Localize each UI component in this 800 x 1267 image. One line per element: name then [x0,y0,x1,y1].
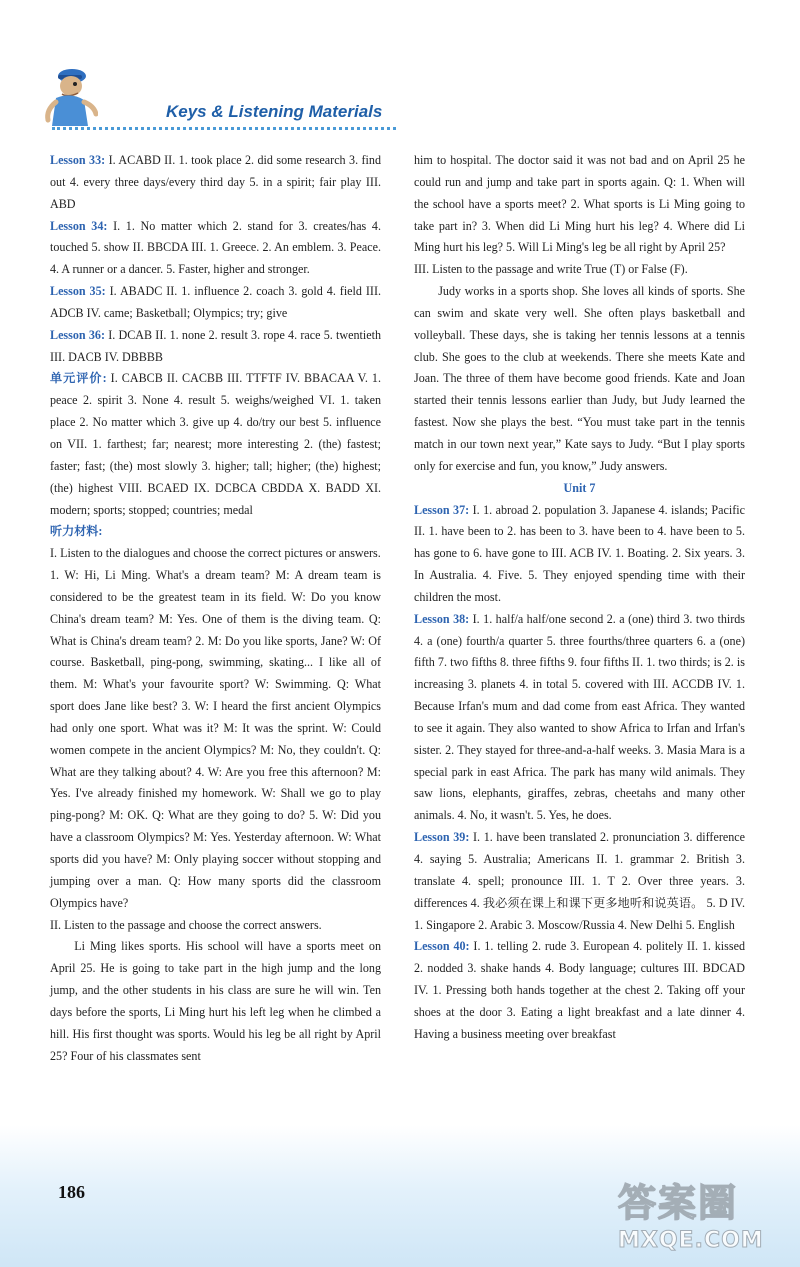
answer-paragraph [50,325,381,369]
answer-text: 1. W: Hi, Li Ming. What's a dream team? M: A dream team is considered to be the greatest team in its field. W: Do you know China's dream team? M: Yes. One of them is the diving team. Q: What is China's dream team? 2. M: Do you like sports, Jane? W: Of course. Basketball, ping-pong, swimming, skating... I like all of them. M: What's your favourite sport? W: Swimming. Q: What sport does Jane like best? 3. W: I heard the first ancient Olympics had only one sport. What was it? M: It was the sprint. W: Could women compete in the ancient Olympics? M: No, they couldn't. Q: What are they talking about? 4. W: Are you free this afternoon? M: Yes. I've already finished my homework. W: Shall we go to play ping-pong? M: OK. Q: What are they going to do? 5. W: Did you have a classroom Olympics? M: Yes. Yesterday afternoon. W: What sports did you have? M: Only playing soccer without stopping and jumping over a man. Q: How many sports did the classroom Olympics have? [50,568,381,910]
answer-text: him to hospital. The doctor said it was not bad and on April 25 he could run and jump and take part in sports again. Q: 1. When will the school have a sports meet? 2. What sports is Li Ming going to take part in? 3. When did Li Ming hurt his leg? 4. Where did Li Ming hurt his leg? 5. Will Li Ming's leg be all right by April 25? [414,153,745,255]
answer-paragraph [50,565,381,915]
answer-paragraph [50,543,381,565]
lesson-label: Lesson 39: [414,830,470,845]
unit-heading: Unit 7 [563,480,596,495]
answer-text: I. 1. abroad 2. population 3. Japanese 4. islands; Pacific II. 1. have been to 2. has been to 3. have been to 4. have been to 5. has gone to 6. have gone to III. ACB IV. 1. Boating. 2. Six years. 3. In Australia. 4. Five. 5. They enjoyed spending time with their children the most. [414,502,746,604]
answer-text: I. 1. No matter which 2. stand for 3. creates/has 4. touched 5. show II. BBCDA III. 1. Greece. 2. An emblem. 3. Peace. 4. A runner or a dancer. 5. Faster, higher and stronger. [50,218,382,277]
answer-paragraph [50,216,381,282]
answer-text: III. Listen to the passage and write True (T) or False (F). [414,262,688,277]
answer-text: I. 1. telling 2. rude 3. European 4. politely II. 1. kissed 2. nodded 3. shake hands 4. Body language; cultures III. BDCAD IV. 1. Pressing both hands together at the chest 2. Taking off your shoes at the door 3. Eating a light breakfast and a late dinner 4. Having a business meeting over breakfast [414,939,745,1041]
answer-paragraph [414,936,745,1045]
lesson-label: Lesson 33: [50,153,106,167]
lesson-label: Lesson 37: [414,502,470,517]
answer-paragraph [50,150,381,216]
lesson-label: Lesson 35: [50,284,106,299]
answer-paragraph [50,281,381,325]
lesson-label: Lesson 36: [50,327,105,342]
answer-paragraph [414,259,745,281]
watermark [610,1172,790,1260]
answer-paragraph [414,500,745,609]
left-column [50,150,381,1067]
lesson-label: 单元评价: [50,371,107,386]
lesson-label: Lesson 38: [414,611,470,626]
answer-text: Li Ming likes sports. His school will have a sports meet on April 25. He is going to take part in the high jump and the long jump, and the other students in his class are sure he will win. Ten days before the sports, Li Ming hurt his left leg when he climbed a hill. His first thought was sports. Would his leg be all right by April 25? Four of his classmates sent [50,939,381,1063]
watermark-logo: 答案圈 [618,1181,739,1225]
answer-paragraph [50,936,381,1067]
answer-text: I. DCAB II. 1. none 2. result 3. rope 4. race 5. twentieth III. DACB IV. DBBBB [50,327,381,364]
header-title: Keys & Listening Materials [166,102,383,121]
watermark-url: MXQE.COM [618,1228,764,1253]
answer-paragraph [50,521,381,543]
answer-text: I. ABADC II. 1. influence 2. coach 3. gold 4. field III. ADCB IV. came; Basketball; Olympics; try; give [50,284,381,320]
lesson-label: Lesson 34: [50,218,108,233]
lesson-label: 听力材料: [50,524,103,539]
answer-text: I. 1. have been translated 2. pronunciation 3. difference 4. saying 5. Australia; Americans II. 1. grammar 2. British 3. translate 4. spell; pronounce III. 1. T 2. Over three years. 3. differences 4. 我必须在课上和课下更多地听和说英语。 5. D IV. 1. Singapore 2. Arabic 3. Moscow/Russia 4. New Delhi 5. English [414,830,746,932]
lesson-label: Lesson 40: [414,939,470,954]
answer-text: I. ACABD II. 1. took place 2. did some research 3. find out 4. every three days/every third day 5. in a spirit; fair play III. ABD [50,153,382,211]
answer-text: I. 1. half/a half/one second 2. a (one) third 3. two thirds 4. a (one) fourth/a quarter 5. three fourths/three quarters 6. a (one) fifth 7. two fifths 8. three fifths 9. four fifths II. 1. two thirds; is 2. is increasing 3. planets 4. in total 5. covered with III. ACCDB IV. 1. Because Irfan's mum and dad come from east Africa. They wanted to see it again. They also wanted to show Africa to Irfan and Irfan's sister. 2. They stayed for three-and-a-half weeks. 3. Masia Mara is a special park in east Africa. The park has many wild animals. They saw lions, elephants, giraffes, zebras, cheetahs and many other animals. 4. No, it wasn't. 5. Yes, he does. [414,611,746,823]
header-rule [52,127,396,130]
answer-text: II. Listen to the passage and choose the correct answers. [50,917,322,932]
answer-text: I. CABCB II. CACBB III. TTFTF IV. BBACAA V. 1. peace 2. spirit 3. None 4. result 5. weighs/weighed VI. 1. taken place 2. No matter which 3. give up 4. do/try our best 5. influence on VII. 1. farthest; far; nearest; more interesting 2. (the) fastest; faster; fast; (the) most slowly 3. higher; tall; higher; (the) highest; (the) highest VIII. BCAED IX. DCBCA CBDDA X. BADD XI. modern; sports; stopped; countries; medal [50,371,381,517]
page-header [38,62,398,132]
answer-paragraph [414,827,745,936]
answer-paragraph [414,150,745,259]
answer-paragraph [50,915,381,937]
answer-paragraph [414,281,745,478]
answer-text: I. Listen to the dialogues and choose the correct pictures or answers. [50,546,381,561]
right-column [414,150,745,1046]
answer-text: Judy works in a sports shop. She loves all kinds of sports. She can swim and skate very well. She often plays basketball and volleyball. These days, she is taking her tennis lessons at a tennis club. She goes to the club at weekends. There she meets Kate and Joan. The three of them have become good friends. Kate and Joan started their tennis lessons earlier than Judy, but Judy learned the fastest. Now she plays the best. “You must take part in the tennis match in our town next year,” Kate says to Judy. “But I play sports only for exercise and fun, you know,” Judy answers. [414,284,745,473]
page-number: 186 [58,1182,85,1202]
answer-paragraph [50,368,381,521]
answer-paragraph [414,609,745,827]
mascot-icon [38,62,98,128]
